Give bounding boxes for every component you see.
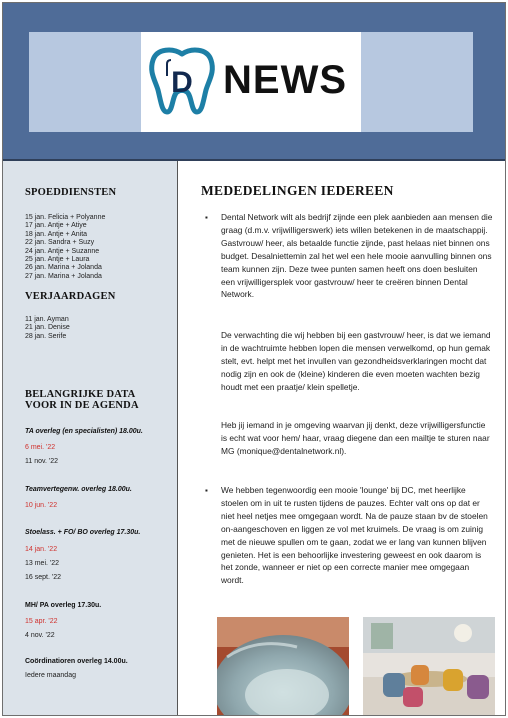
services-heading: SPOEDDIENSTEN [25, 187, 117, 198]
list-item: 24 jan. Antje + Suzanne [25, 247, 100, 255]
newsletter-title: NEWS [223, 58, 347, 102]
header-banner [3, 3, 505, 161]
announcement-paragraph: Dental Network wilt als bedrijf zijnde een plek aanbieden aan mensen die graag (d.m.v. vrijwilligerswerk) iets willen betekenen in de maatschappij. Gastvrouw/ heer, als betaalde functie zijnde, past helaas niet binnen ons budget. Desalniettemin zal het wel een hele mooie aanvulling binnen ons team kunnen zijn. Deze twee punten samen heeft ons doen besluiten een vrijwilligersplek voor gastvrouw/ heer te creëren binnen Dental Network. [221, 212, 493, 300]
lounge-chair-photo [217, 617, 349, 715]
meeting-date: Iedere maandag [25, 672, 76, 679]
page-title: MEDEDELINGEN IEDEREEN [201, 183, 394, 198]
list-item: 28 jan. Serife [25, 332, 67, 340]
list-item: 25 jan. Antje + Laura [25, 256, 90, 264]
meeting-date: 4 nov. '22 [25, 632, 55, 639]
announcement-paragraph: We hebben tegenwoordig een mooie 'lounge' bij DC, met heerlijke stoelen om in uit te rusten tijdens de pauzes. Echter valt ons op dat er niet heel netjes mee omgegaan wordt. Na de pauze staan bv de stoelen on-aangeschoven en liggen ze vol met kruimels. De vraag is om zuinig met de nieuwe spullen om te gaan, zodat we er lang van kunnen blijven genieten. Het is een behoorlijke investering geweest en ook daarom is het zonde, wanneer er niet op een correcte manier mee omgegaan wordt. [221, 485, 488, 586]
list-item: 26 jan. Marina + Jolanda [25, 264, 102, 272]
meeting-title: Coördinatioren overleg 14.00u. [25, 658, 128, 665]
bullet-marker: ▪ [205, 486, 208, 495]
list-item: 17 jan. Antje + Atiye [25, 222, 87, 230]
meeting-date: 15 apr. '22 [25, 618, 58, 625]
agenda-heading-line2: VOOR IN DE AGENDA [25, 400, 139, 411]
sidebar [3, 161, 178, 715]
newsletter-page [2, 2, 506, 716]
agenda-heading-line1: BELANGRIJKE DATA [25, 389, 136, 400]
list-item: 15 jan. Felicia + Polyanne [25, 214, 106, 221]
birthdays-heading: VERJAARDAGEN [25, 291, 116, 302]
list-item: 11 jan. Ayman [25, 316, 69, 323]
meeting-date: 10 jun. '22 [25, 502, 58, 509]
list-item: 27 jan. Marina + Jolanda [25, 272, 102, 280]
meeting-date: 13 mei. '22 [25, 560, 60, 567]
lounge-room-photo [363, 617, 495, 715]
tooth-icon [147, 46, 217, 118]
meeting-title: Stoelass. + FO/ BO overleg 17.30u. [25, 529, 141, 536]
meeting-date: 16 sept. '22 [25, 574, 61, 581]
announcement-paragraph: De verwachting die wij hebben bij een gastvrouw/ heer, is dat we iemand in de wachtruimte hebben lopen die mensen verwelkomd, op hun gemak stelt, evt. helpt met het invullen van gezondheidsverklaringen mocht dat nodig zijn en ook de (kleine) kinderen die even moeten wachten bezig houdt met een praatje/ klein spelletje. [221, 330, 491, 392]
logo-frame [29, 32, 473, 132]
logo-panel-right [361, 32, 473, 132]
meeting-title: Teamvertegenw. overleg 18.00u. [25, 486, 132, 493]
meeting-title: MH/ PA overleg 17.30u. [25, 602, 102, 609]
logo-panel-left [29, 32, 141, 132]
announcement-paragraph: Heb jij iemand in je omgeving waarvan jij denkt, deze vrijwilligersfunctie is echt wat voor hem/ haar, vraag diegene dan een mailtje te sturen naar MG (monique@dentalnetwork.nl). [221, 420, 490, 456]
logo-letter: D [171, 66, 193, 99]
agenda-heading [25, 389, 139, 411]
meeting-date: 14 jan. '22 [25, 546, 58, 553]
list-item: 21 jan. Denise [25, 324, 70, 332]
list-item: 18 jan. Antje + Anita [25, 230, 88, 238]
meeting-date: 11 nov. '22 [25, 458, 58, 465]
logo [141, 32, 361, 132]
meeting-title: TA overleg (en specialisten) 18.00u. [25, 428, 143, 435]
meeting-date: 6 mei. '22 [25, 444, 56, 451]
bullet-marker: ▪ [205, 213, 208, 222]
services-list [25, 214, 105, 281]
list-item: 22 jan. Sandra + Suzy [25, 239, 95, 247]
birthdays-list [25, 316, 70, 341]
